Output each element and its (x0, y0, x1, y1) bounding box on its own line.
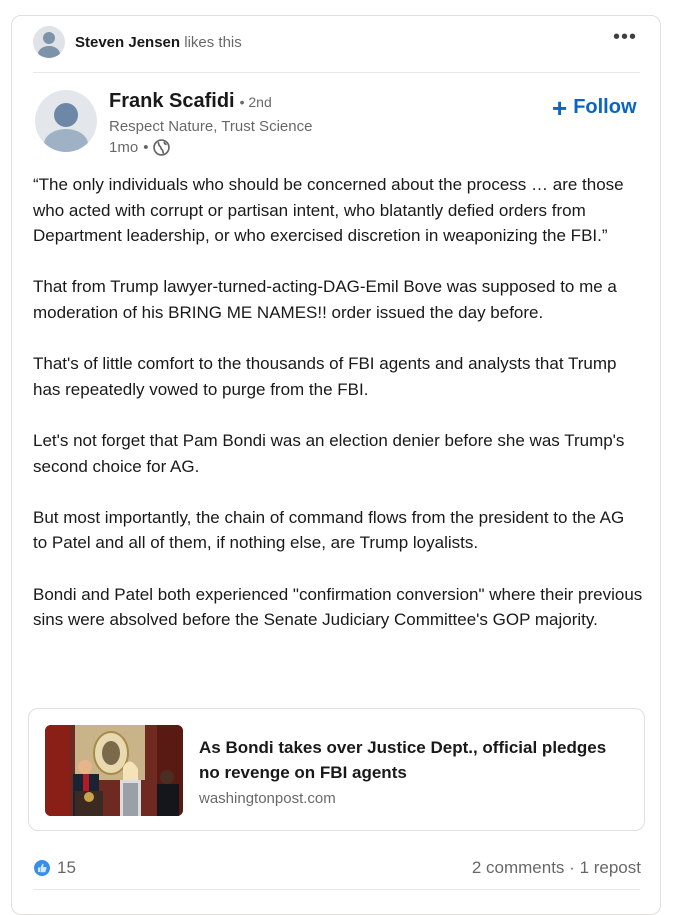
post-paragraph: That from Trump lawyer-turned-acting-DAG-Emil Bove was supposed to me a moderation of his BRING ME NAMES!! order issued the day before. (33, 277, 617, 322)
author-info (109, 90, 312, 156)
article-domain: washingtonpost.com (199, 790, 336, 807)
social-header (33, 26, 242, 58)
article-title[interactable]: As Bondi takes over Justice Dept., official pledges no revenge on FBI agents (199, 738, 607, 782)
social-counts-bar (33, 858, 641, 878)
follow-button[interactable] (552, 92, 637, 123)
connection-degree: • 2nd (239, 94, 272, 110)
author-avatar[interactable] (35, 90, 97, 152)
comments-count[interactable]: 2 comments (471, 858, 565, 877)
post-paragraph: “The only individuals who should be concerned about the process … are those who acted with corrupt or partisan intent, who blatantly defied orders from Department leadership, or who exercised discretion in weaponizing the FBI.” (33, 175, 624, 246)
more-options-button[interactable]: ••• (613, 26, 638, 48)
reposts-count[interactable]: 1 repost (579, 858, 641, 877)
actor-name[interactable]: Steven Jensen (75, 33, 181, 51)
article-link-card[interactable] (28, 708, 645, 831)
post-time: 1mo (109, 139, 139, 156)
like-reaction-icon (33, 859, 51, 877)
post-paragraph: Bondi and Patel both experienced "confirmation conversion" where their previous sins were absolved before the Senate Judiciary Committee's GOP majority. (33, 584, 643, 630)
author-headline: Respect Nature, Trust Science (109, 118, 313, 135)
article-thumbnail (45, 725, 183, 816)
follow-label: Follow (573, 96, 637, 118)
post-text (33, 172, 643, 633)
reactions-count[interactable] (33, 858, 76, 878)
header-divider (33, 72, 640, 73)
post-paragraph: That's of little comfort to the thousands of FBI agents and analysts that Trump has repeatedly vowed to purge from the FBI. (33, 354, 617, 399)
footer-divider (33, 889, 640, 890)
action-text: likes this (184, 33, 242, 51)
post-paragraph: But most importantly, the chain of command flows from the president to the AG to Patel and all of them, if nothing else, are Trump loyalists. (33, 507, 625, 553)
post-paragraph: Let's not forget that Pam Bondi was an election denier before she was Trump's second choice for AG. (33, 430, 625, 476)
counts-separator: · (569, 858, 575, 877)
author-name[interactable]: Frank Scafidi (109, 90, 235, 112)
reactions-number: 15 (57, 858, 76, 877)
actor-avatar[interactable] (33, 26, 65, 58)
meta-separator: • (143, 139, 149, 156)
plus-icon: + (552, 92, 568, 123)
globe-icon (153, 139, 170, 156)
